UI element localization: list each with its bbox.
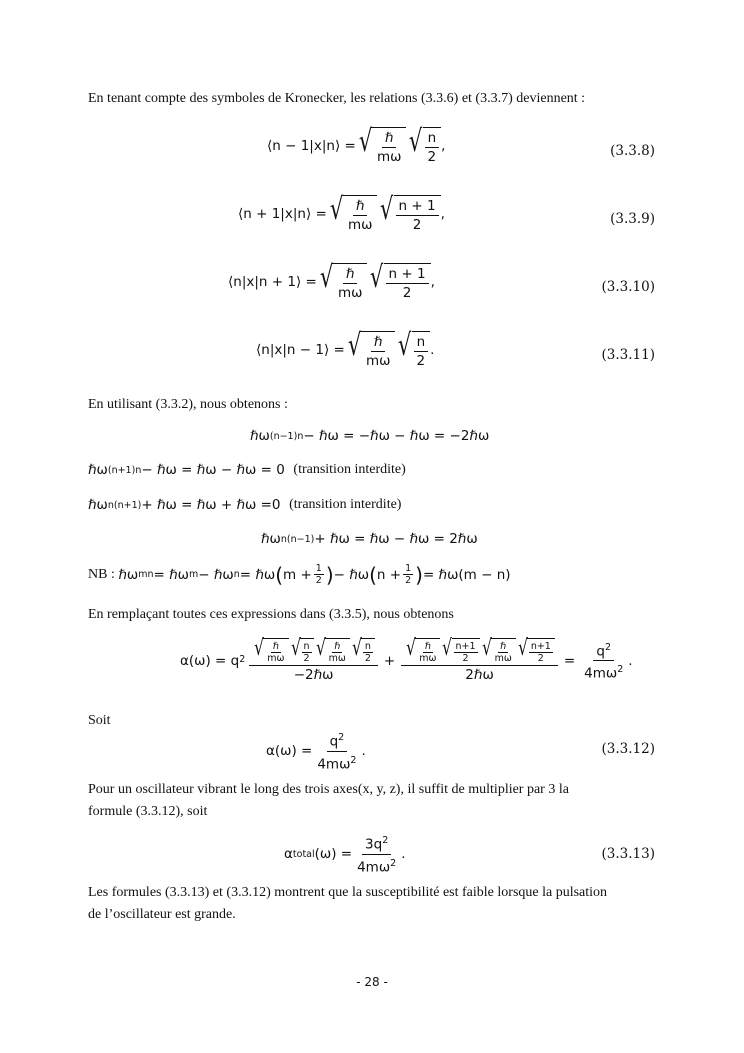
paragraph-oscillator-2: formule (3.3.12), soit xyxy=(88,804,208,819)
equation-3-3-10: ⟨n|x|n + 1⟩ = √ $\frac{\text{ℏ}}{m\omega}$ √ $\frac{n + 1}{2}$ , xyxy=(228,260,435,301)
equation-3-3-11: ⟨n|x|n − 1⟩ = √ $\frac{\text{ℏ}}{m\omega}$ √ $\frac{n}{2}$ . xyxy=(256,328,435,369)
sqrt-symbol: √ $\frac{n}{2}$ xyxy=(406,127,441,165)
paragraph-conclusion-2: de l’oscillateur est grande. xyxy=(88,907,236,922)
transition-line-4: ℏω n(n−1) + ℏω = ℏω − ℏω = 2ℏω xyxy=(261,531,478,547)
equation-number: (3.3.11) xyxy=(601,347,655,363)
paragraph-soit: Soit xyxy=(88,713,111,728)
transition-line-1: ℏω (n−1)n − ℏω = −ℏω − ℏω = −2ℏω xyxy=(250,428,490,444)
equation-number: (3.3.13) xyxy=(601,846,655,862)
paragraph-conclusion-1: Les formules (3.3.13) et (3.3.12) montrent que la susceptibilité est faible lorsque la pulsation xyxy=(88,885,608,900)
intro-paragraph: En tenant compte des symboles de Kronecker, les relations (3.3.6) et (3.3.7) deviennent : xyxy=(88,91,586,106)
alpha-expansion: α(ω) = q 2 √ $\frac{\text{ℏ}}{m\omega}$ √ $\frac{n}{2}$ √ $\frac{\text{ℏ}}{m\omega}$ √ $\frac{n}{2}$ −2ℏω + √ $\frac{\text{ℏ}}{m\omega}$ √ $\frac{n+1}{2}$ √ $\frac{\text{ℏ}}{m\omega}$ √ $\frac{n+1}{2}$ 2ℏω = $\frac{q^2}{4m\omega^2}$ . xyxy=(180,636,633,683)
equation-3-3-13: α total (ω) = $\frac{3q^2}{4m\omega^2}$ . xyxy=(284,835,406,875)
equation-3-3-12: α(ω) = $\frac{q^2}{4m\omega^2}$ . xyxy=(266,732,366,772)
equation-number: (3.3.12) xyxy=(601,741,655,757)
transition-line-3: ℏω n(n+1) + ℏω = ℏω + ℏω =0 (transition interdite) xyxy=(88,497,402,513)
equation-3-3-8: ⟨n − 1|x|n⟩ = √ $\frac{\text{ℏ}}{m\omega}$ √ $\frac{n}{2}$ , xyxy=(267,124,446,165)
equation-3-3-9: ⟨n + 1|x|n⟩ = √ $\frac{\text{ℏ}}{m\omega}$ √ $\frac{n + 1}{2}$ , xyxy=(238,192,445,233)
transition-line-2: ℏω (n+1)n − ℏω = ℏω − ℏω = 0 (transition interdite) xyxy=(88,462,406,478)
nb-line: NB : ℏω mn = ℏω m − ℏω n = ℏω ( m + $\frac{1}{2}$ ) − ℏω ( n + $\frac{1}{2}$ ) = ℏω(m − n) xyxy=(88,562,511,587)
equation-number: (3.3.8) xyxy=(610,143,655,159)
sqrt-symbol: √ $\frac{\text{ℏ}}{m\omega}$ xyxy=(356,127,407,165)
equation-number: (3.3.9) xyxy=(610,211,655,227)
eq-lhs: ⟨n − 1|x|n⟩ = xyxy=(267,138,356,154)
equation-number: (3.3.10) xyxy=(601,279,655,295)
paragraph-oscillator-1: Pour un oscillateur vibrant le long des trois axes(x, y, z), il suffit de multiplier par 3 la xyxy=(88,782,569,797)
paragraph-using: En utilisant (3.3.2), nous obtenons : xyxy=(88,397,288,412)
paragraph-replacing: En remplaçant toutes ces expressions dans (3.3.5), nous obtenons xyxy=(88,607,454,622)
page-number: - 28 - xyxy=(356,975,388,989)
